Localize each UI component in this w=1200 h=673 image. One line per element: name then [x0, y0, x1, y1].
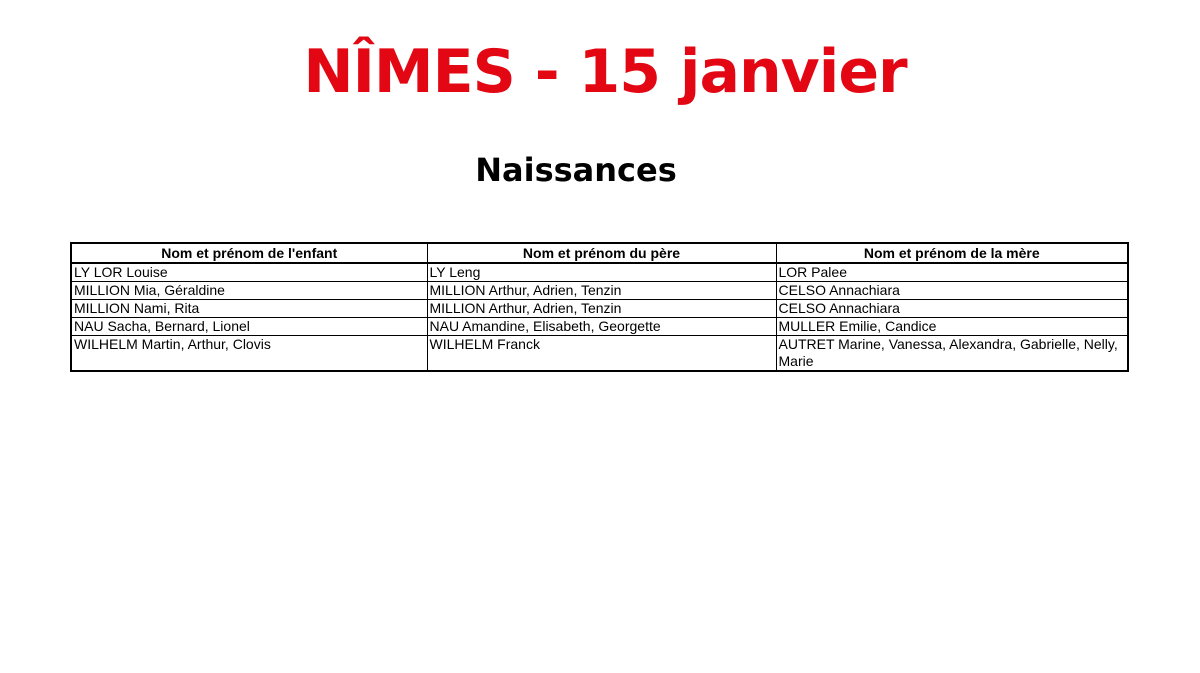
child-name-cell: LY LOR Louise	[71, 263, 427, 282]
child-name-cell: MILLION Mia, Géraldine	[71, 282, 427, 300]
father-name-cell: NAU Amandine, Elisabeth, Georgette	[427, 318, 776, 336]
father-name-cell: WILHELM Franck	[427, 336, 776, 372]
child-name-cell: MILLION Nami, Rita	[71, 300, 427, 318]
table-row	[71, 318, 1128, 336]
section-title: Naissances	[475, 151, 677, 189]
mother-name-cell: LOR Palee	[776, 263, 1128, 282]
column-header-father: Nom et prénom du père	[427, 243, 776, 263]
father-name-cell: MILLION Arthur, Adrien, Tenzin	[427, 282, 776, 300]
table-row	[71, 336, 1128, 372]
column-header-child: Nom et prénom de l'enfant	[71, 243, 427, 263]
mother-name-cell: CELSO Annachiara	[776, 300, 1128, 318]
births-table	[70, 242, 1129, 372]
child-name-cell: WILHELM Martin, Arthur, Clovis	[71, 336, 427, 372]
table-row	[71, 263, 1128, 282]
table-row	[71, 300, 1128, 318]
mother-name-cell: AUTRET Marine, Vanessa, Alexandra, Gabrielle, Nelly, Marie	[776, 336, 1128, 372]
page-title: NÎMES - 15 janvier	[303, 37, 907, 107]
mother-name-cell: MULLER Emilie, Candice	[776, 318, 1128, 336]
father-name-cell: LY Leng	[427, 263, 776, 282]
father-name-cell: MILLION Arthur, Adrien, Tenzin	[427, 300, 776, 318]
column-header-mother: Nom et prénom de la mère	[776, 243, 1128, 263]
mother-name-cell: CELSO Annachiara	[776, 282, 1128, 300]
child-name-cell: NAU Sacha, Bernard, Lionel	[71, 318, 427, 336]
table-header-row	[71, 243, 1128, 263]
table-row	[71, 282, 1128, 300]
